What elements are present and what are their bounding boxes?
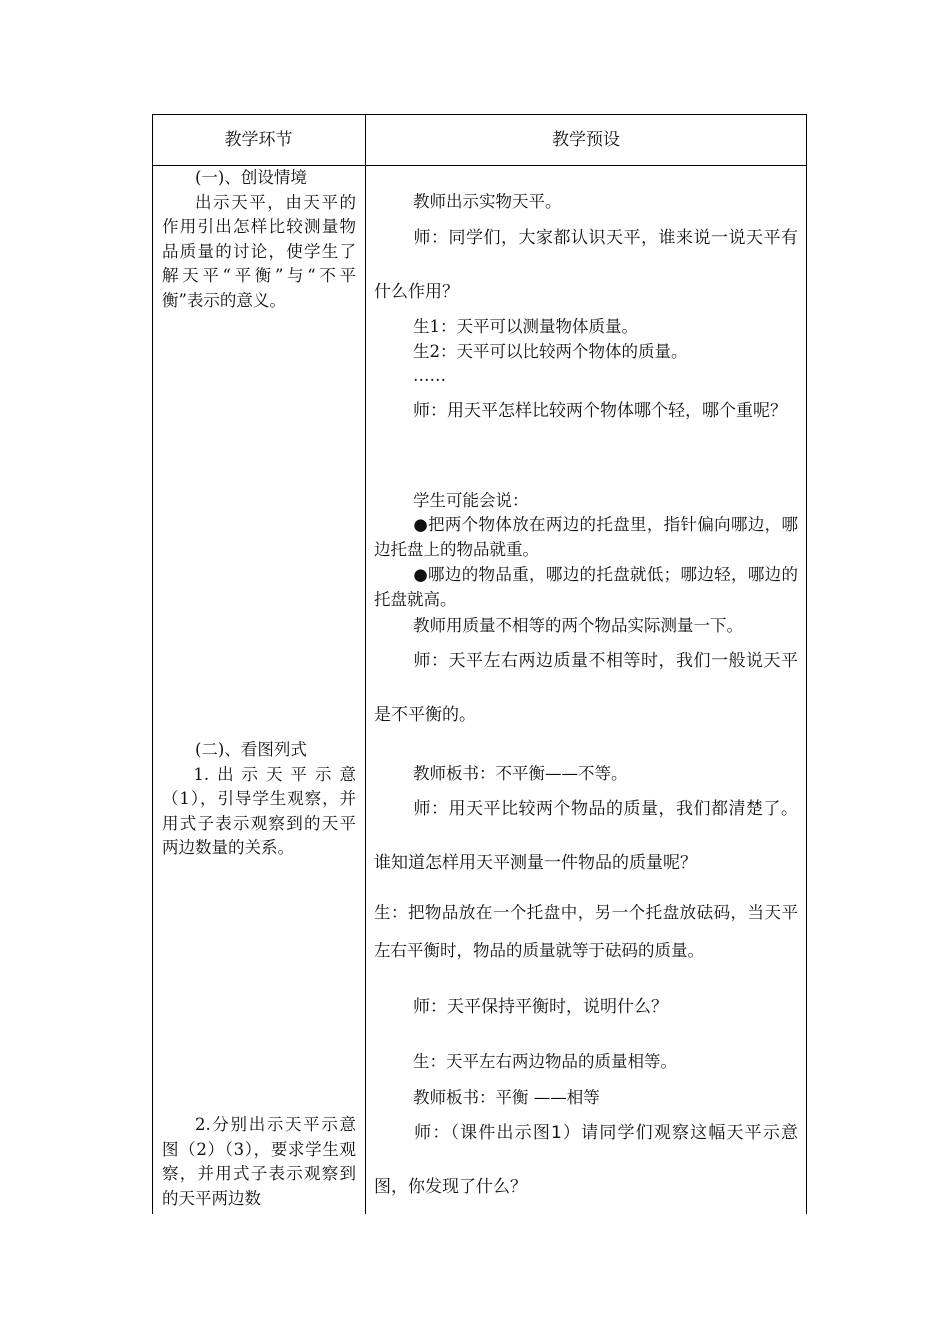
table-right-border	[806, 114, 807, 1214]
teacher-question: 师：（课件出示图1）请同学们观察这幅天平示意图，你发现了什么？	[374, 1123, 798, 1197]
left-section-1	[162, 166, 356, 313]
board-writing: 教师板书：不平衡——不等。	[413, 764, 628, 783]
teacher-statement: 师：天平左右两边质量不相等时，我们一般说天平是不平衡的。	[374, 651, 798, 725]
header-cell-teaching-stage: 教学环节	[224, 130, 293, 150]
ellipsis: ……	[413, 366, 446, 385]
student-answer: 生1：天平可以测量物体质量。	[413, 317, 638, 336]
column-divider	[365, 114, 366, 1214]
teacher-question: 师：同学们，大家都认识天平，谁来说一说天平有什么作用？	[374, 228, 798, 302]
header-cell-teaching-plan: 教学预设	[552, 130, 620, 150]
student-answer-bullet: ●哪边的物品重，哪边的托盘就低；哪边轻，哪边的托盘就高。	[374, 565, 798, 609]
section-1-title: (一)、创设情境	[195, 168, 307, 187]
teacher-question: 师：用天平比较两个物品的质量，我们都清楚了。谁知道怎样用天平测量一件物品的质量呢？	[374, 799, 798, 873]
left-section-2-item-2	[162, 1113, 356, 1211]
board-writing: 教师板书：平衡 ——相等	[413, 1088, 600, 1107]
student-intro: 学生可能会说：	[413, 491, 529, 510]
teacher-action: 教师用质量不相等的两个物品实际测量一下。	[413, 616, 743, 635]
section-2-item-2: 2.分别出示天平示意图（2）（3），要求学生观察，并用式子表示观察到的天平两边数	[162, 1115, 356, 1208]
teacher-question: 师：天平保持平衡时，说明什么？	[413, 997, 668, 1017]
teacher-question: 师：用天平怎样比较两个物体哪个轻，哪个重呢？	[413, 401, 787, 421]
student-answer: 生2：天平可以比较两个物体的质量。	[413, 342, 688, 361]
student-answer-bullet: ●把两个物体放在两边的托盘里，指针偏向哪边，哪边托盘上的物品就重。	[374, 515, 798, 559]
left-section-2	[162, 738, 356, 861]
section-1-description: 出示天平，由天平的作用引出怎样比较测量物品质量的讨论，使学生了解天平“平衡”与“不平衡”表示的意义。	[162, 192, 356, 310]
teacher-action: 教师出示实物天平。	[413, 192, 562, 211]
table-left-border	[152, 114, 153, 1214]
student-answer: 生：把物品放在一个托盘中，另一个托盘放砝码，当天平左右平衡时，物品的质量就等于砝码的质量。	[374, 903, 798, 960]
student-answer: 生：天平左右两边物品的质量相等。	[413, 1052, 677, 1071]
section-2-title: (二)、看图列式	[195, 740, 307, 759]
section-2-item-1: 1.出示天平示意（1），引导学生观察，并用式子表示观察到的天平两边数量的关系。	[162, 764, 356, 857]
